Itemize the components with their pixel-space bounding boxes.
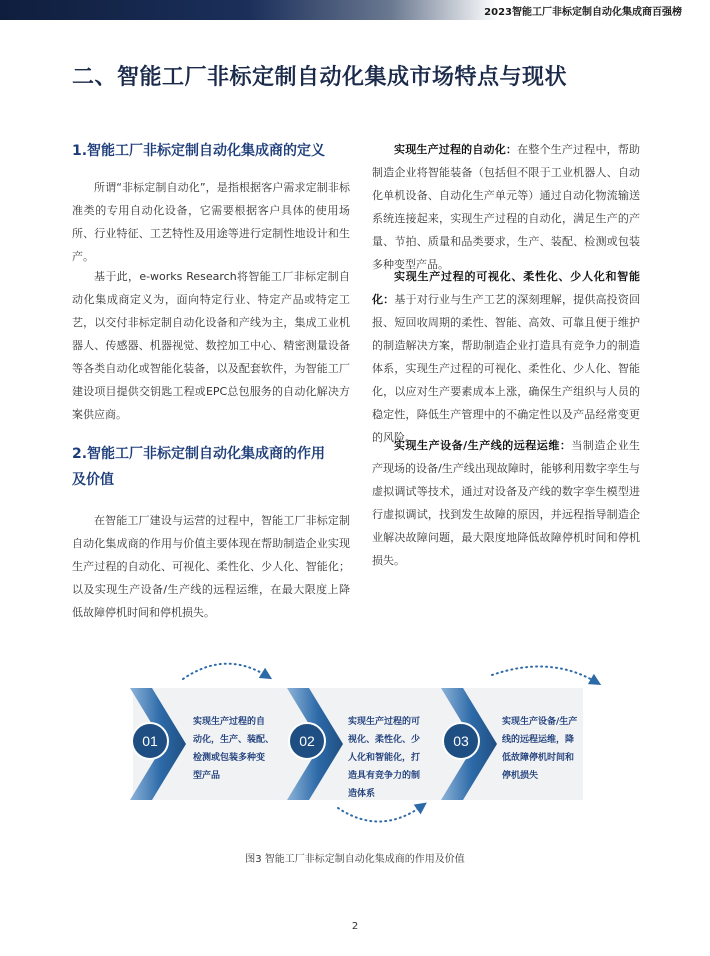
step-1-line-1: 实现生产过程的自: [193, 717, 266, 727]
automation-heading: 实现生产过程的自动化：: [394, 143, 518, 156]
definition-paragraph-2: 基于此，e-works Research将智能工厂非标定制自动化集成商定义为，面向特定行业、特定产品或特定工艺，以交付非标定制自动化设备和产线为主，集成工业机器人、传感器、机器视觉、数控加工中心、精密测量设备等各类自动化或智能化装备，以及配套软件，为智能工厂建设项目提供交钥匙工程或EPC总包服务的自动化解决方案供应商。: [72, 270, 350, 421]
report-title: 2023智能工厂非标定制自动化集成商百强榜: [484, 7, 682, 18]
step-3-line-2: 线的远程运维，降: [502, 735, 575, 745]
step-number-1: 01: [142, 733, 158, 749]
flow-arrow-right: [492, 666, 596, 682]
step-1-line-2: 动化，生产、装配、: [193, 735, 275, 745]
step-text-1: [193, 713, 285, 785]
step-1-line-4: 型产品: [193, 771, 221, 781]
visualization-heading: 实现生产过程的可视化、柔性化、少人化和智能化：: [372, 270, 640, 306]
step-3-line-3: 低故障停机时间和: [502, 753, 575, 763]
page-number: 2: [351, 921, 359, 932]
visualization-text: 基于对行业与生产工艺的深刻理解，提供高投资回报、短回收周期的柔性、智能、高效、可靠且便于维护的制造解决方案，帮助制造企业打造具有竞争力的制造体系，实现生产过程的可视化、柔性化、少人化、智能化，以应对生产要素成本上涨，确保生产组织与人员的稳定性，降低生产管理中的不确定性以及产品经常变更的风险。: [372, 293, 641, 444]
step-2-line-5: 造体系: [348, 789, 376, 799]
remote-maintenance-text: 当制造企业生产现场的设备/生产线出现故障时，能够利用数字孪生与虚拟调试等技术，通过对设备及产线的数字孪生模型进行虚拟调试，找到发生故障的原因，并远程指导制造企业解决故障问题，最大限度地降低故障停机时间和停机损失。: [372, 439, 640, 567]
subsection-title-definition: 1.智能工厂非标定制自动化集成商的定义: [72, 143, 326, 159]
step-text-3: [502, 713, 587, 785]
automation-text: 在整个生产过程中，帮助制造企业将智能装备（包括但不限于工业机器人、自动化单机设备、自动化生产单元等）通过自动化物流输送系统连接起来，实现生产过程的自动化，满足生产的产量、节拍、质量和品类要求，生产、装配、检测或包装多种变型产品。: [372, 143, 641, 271]
step-2-line-2: 视化、柔性化、少: [348, 735, 421, 745]
step-2-line-1: 实现生产过程的可: [348, 717, 421, 727]
step-2-line-3: 人化和智能化，打: [348, 753, 421, 763]
figure-caption: 图3 智能工厂非标定制自动化集成商的作用及价值: [245, 854, 465, 865]
flow-arrow-bottom: [338, 806, 422, 822]
step-number-2: 02: [299, 733, 315, 749]
remote-maintenance-heading: 实现生产设备/生产线的远程运维：: [394, 439, 572, 452]
step-number-3: 03: [453, 733, 469, 749]
step-1-line-3: 检测或包装多种变: [193, 753, 266, 763]
step-3-line-1: 实现生产设备/生产: [502, 717, 578, 727]
definition-paragraph-1: 所谓“非标定制自动化”，是指根据客户需求定制非标准类的专用自动化设备，它需要根据客户具体的使用场所、行业特征、工艺特性及用途等进行定制性地设计和生产。: [72, 181, 350, 263]
step-3-line-4: 停机损失: [502, 771, 539, 781]
step-text-2: [348, 713, 440, 803]
role-paragraph: 在智能工厂建设与运营的过程中，智能工厂非标定制自动化集成商的作用与价值主要体现在帮助制造企业实现生产过程的自动化、可视化、柔性化、少人化、智能化；以及实现生产设备/生产线的远程运维，在最大限度上降低故障停机时间和停机损失。: [72, 514, 350, 619]
step-2-line-4: 造具有竞争力的制: [348, 771, 421, 781]
section-title: 二、智能工厂非标定制自动化集成市场特点与现状: [72, 65, 568, 90]
subsection-title-role-line1: 2.智能工厂非标定制自动化集成商的作用: [72, 446, 326, 462]
flow-arrow-top: [183, 664, 267, 679]
subsection-title-role-line2: 及价值: [72, 472, 114, 488]
